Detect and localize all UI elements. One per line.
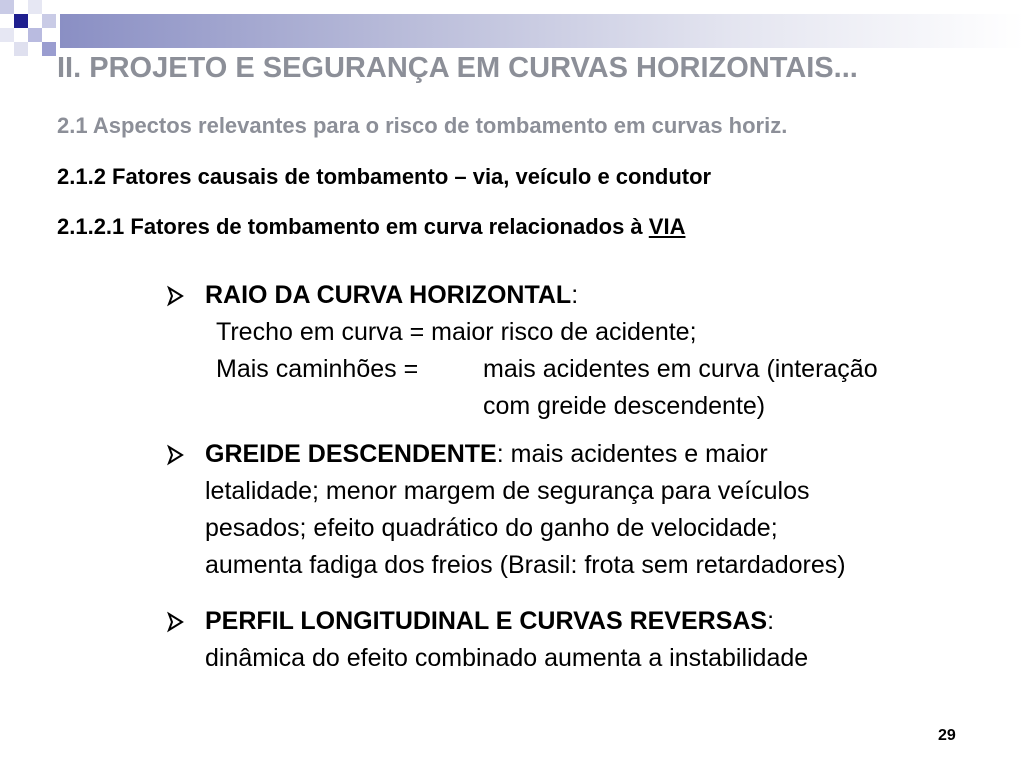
bullet-heading: PERFIL LONGITUDINAL E CURVAS REVERSAS	[205, 607, 768, 635]
bullet-greide	[165, 436, 1020, 586]
slide-title: II. PROJETO E SEGURANÇA EM CURVAS HORIZONTAIS...	[57, 52, 858, 84]
title-bar-gradient	[60, 14, 1024, 48]
subsection-heading	[57, 214, 685, 240]
bullet-line: Trecho em curva = maior risco de acidente;	[216, 318, 697, 346]
bullet-heading: RAIO DA CURVA HORIZONTAL	[205, 281, 572, 309]
bullet-text: PERFIL LONGITUDINAL E CURVAS REVERSAS:	[205, 607, 775, 635]
arrowhead-bullet-icon	[165, 277, 195, 318]
bullet-line: pesados; efeito quadrático do ganho de velocidade;	[205, 514, 778, 542]
bullet-text: GREIDE DESCENDENTE: mais acidentes e maior	[205, 440, 768, 468]
bullet-line: dinâmica do efeito combinado aumenta a instabilidade	[205, 644, 809, 672]
bullet-line-left: Mais caminhões =	[216, 355, 419, 383]
bullet-line-right: com greide descendente)	[483, 392, 766, 420]
checker-squares-icon	[0, 0, 60, 60]
bullet-line: aumenta fadiga dos freios (Brasil: frota sem retardadores)	[205, 551, 846, 579]
bullet-perfil	[165, 603, 995, 683]
subsection-underlined: VIA	[648, 214, 686, 239]
section-heading: 2.1.2 Fatores causais de tombamento – via, veículo e condutor	[57, 164, 712, 189]
bullet-heading: GREIDE DESCENDENTE	[205, 440, 497, 468]
arrowhead-bullet-icon	[165, 603, 195, 644]
bullet-raio	[165, 277, 995, 427]
section-subtitle: 2.1 Aspectos relevantes para o risco de tombamento em curvas horiz.	[57, 113, 788, 138]
bullet-text: RAIO DA CURVA HORIZONTAL:	[205, 281, 579, 309]
bullet-line: letalidade; menor margem de segurança para veículos	[205, 477, 810, 505]
arrowhead-bullet-icon	[165, 436, 195, 477]
subsection-prefix: 2.1.2.1 Fatores de tombamento em curva relacionados à	[57, 214, 649, 239]
bullet-line-right: mais acidentes em curva (interação	[483, 355, 878, 383]
page-number: 29	[938, 727, 956, 744]
